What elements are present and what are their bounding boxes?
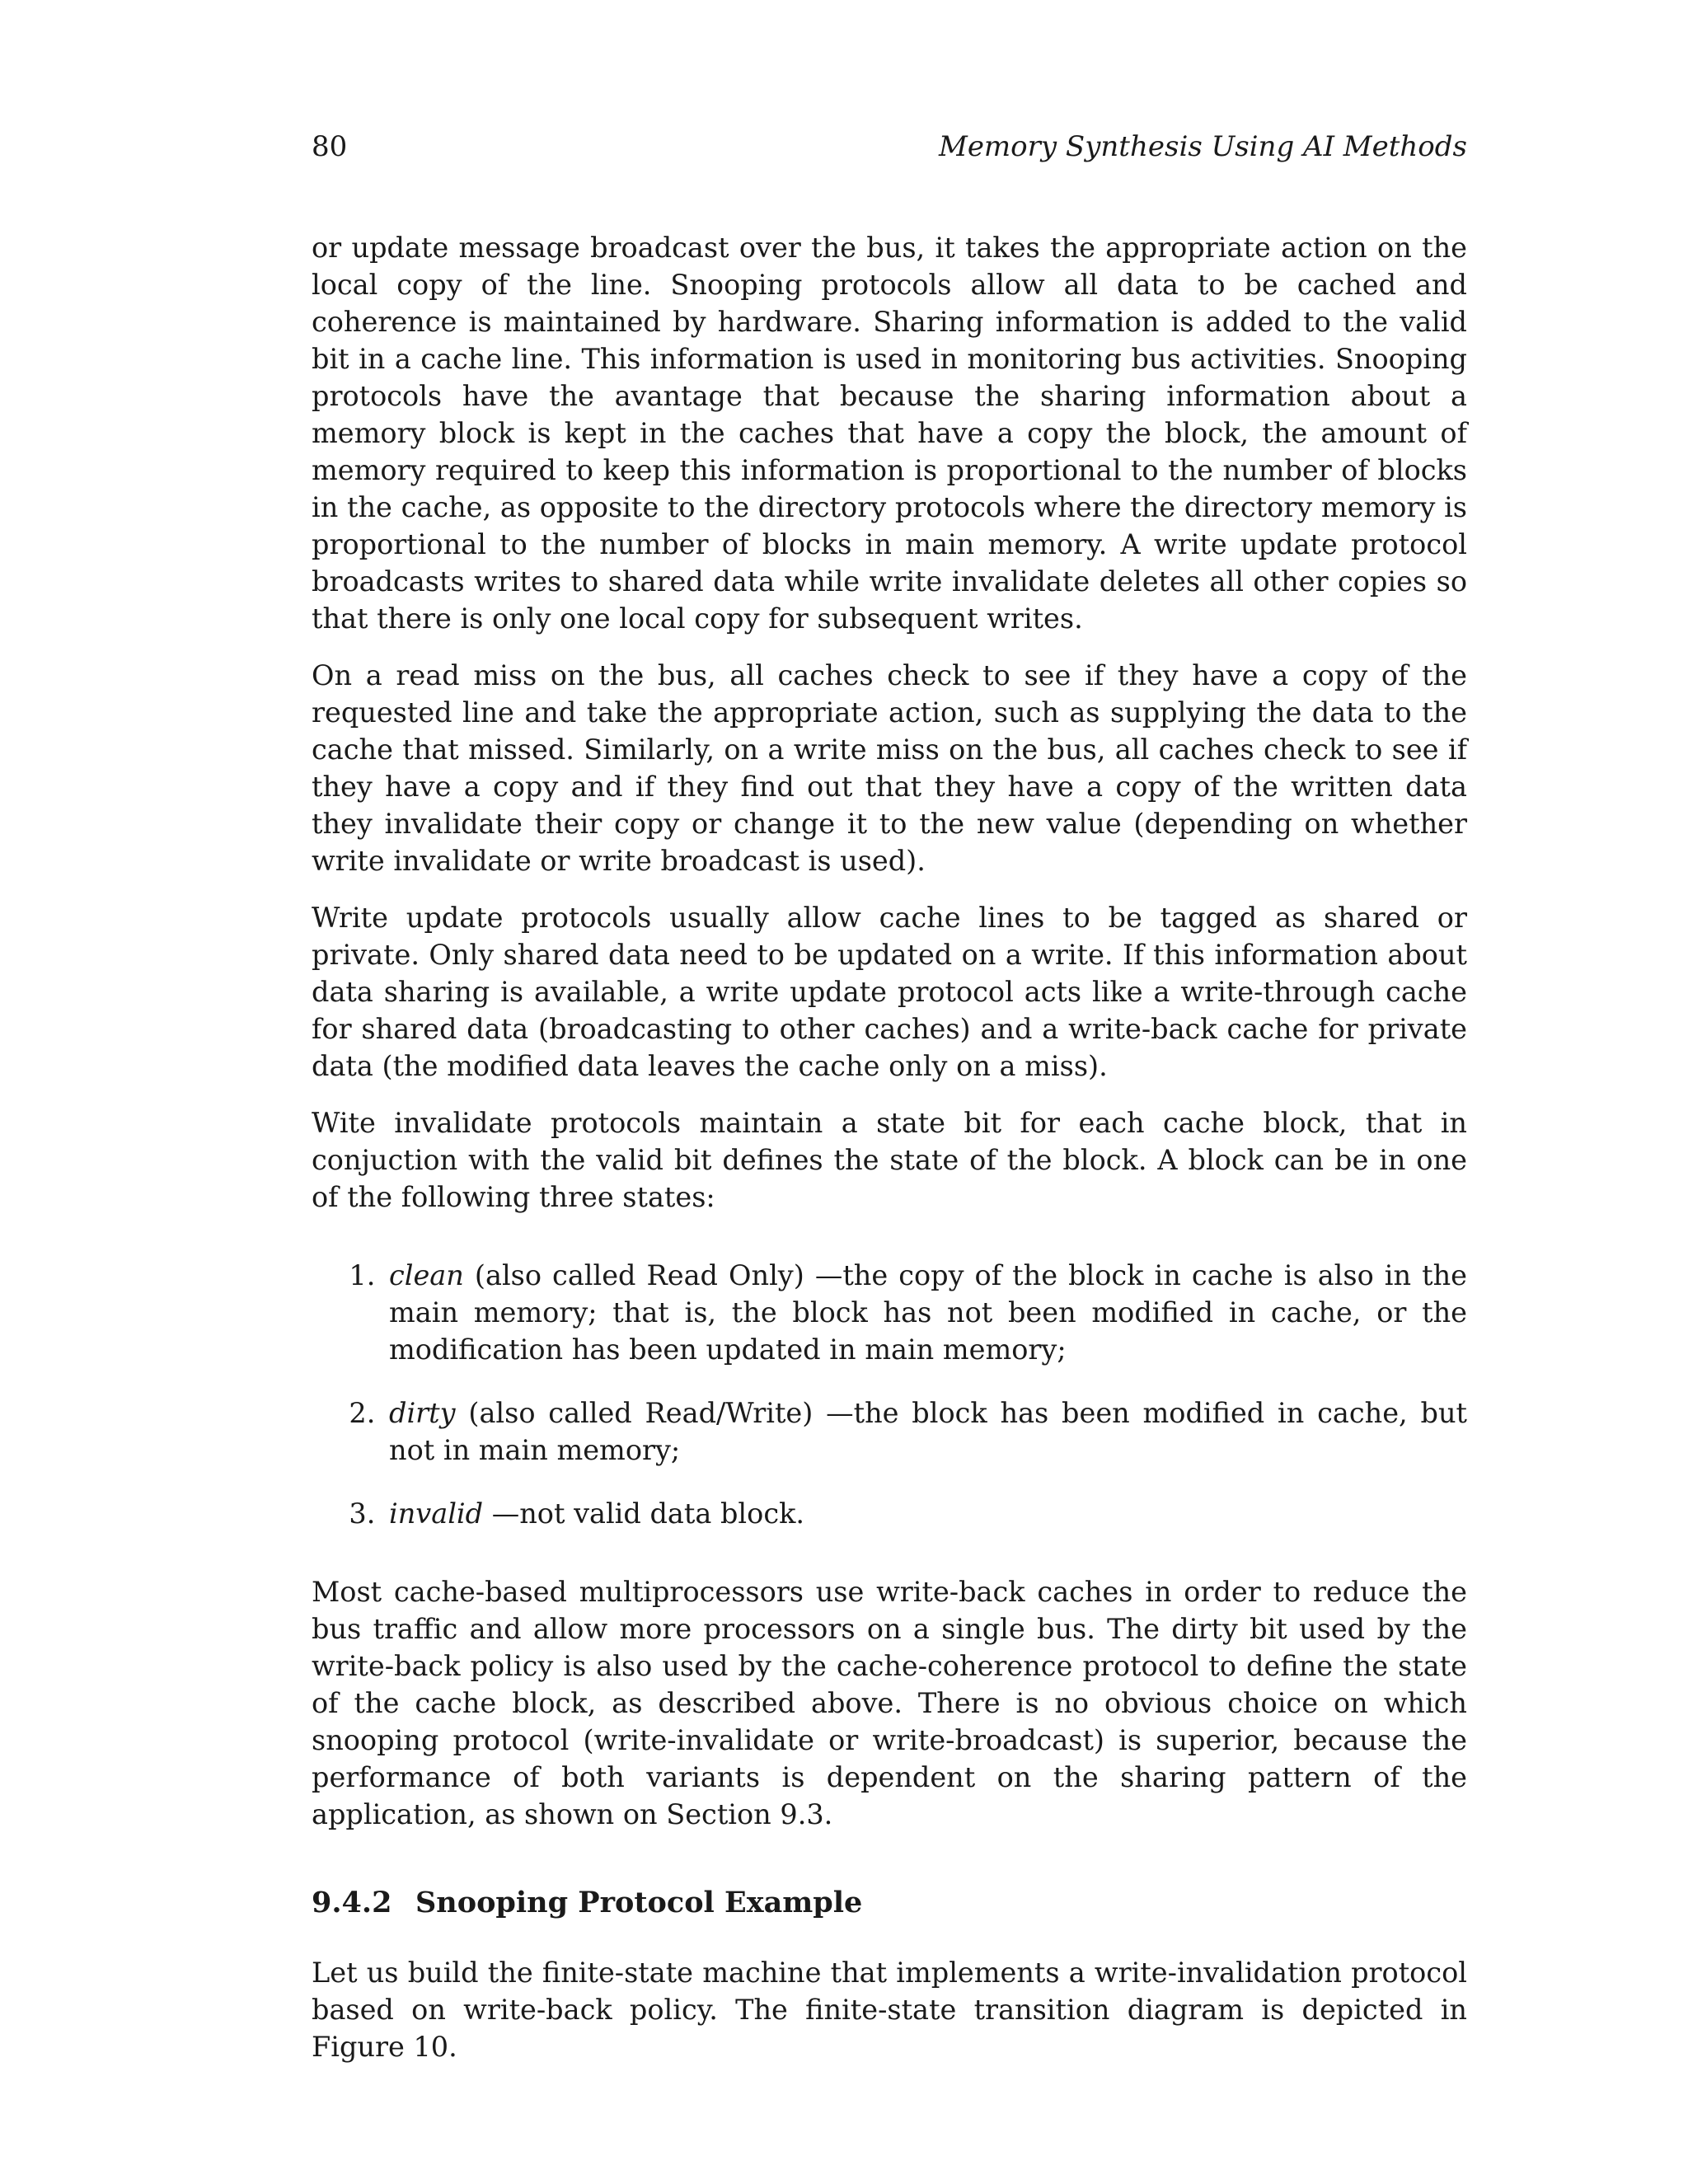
list-item-clean [384, 1257, 1467, 1368]
paragraph-write-back-caches: Most cache-based multiprocessors use write-back caches in order to reduce the bus traffic and allow more processors on a single bus. The dirty bit used by the write-back policy is also used by the cache-coherence protocol to define the state of the cache block, as described above. There is no obvious choice on which snooping protocol (write-invalidate or write-broadcast) is superior, because the performance of both variants is dependent on the sharing pattern of the application, as shown on Section 9.3. [312, 1576, 1467, 1830]
paragraph-write-invalidate-states: Wite invalidate protocols maintain a state bit for each cache block, that in conjuction with the valid bit defines the state of the block. A block can be in one of the following three states: [312, 1107, 1467, 1213]
paragraph-read-miss: On a read miss on the bus, all caches check to see if they have a copy of the requested line and take the appropriate action, such as supplying the data to the cache that missed. Similarly, on a write miss on the bus, all caches check to see if they have a copy and if they find out that they have a copy of the written data they invalidate their copy or change it to the new value (depending on whether write invalidate or write broadcast is used). [312, 659, 1467, 877]
term-invalid: invalid [389, 1497, 484, 1530]
running-title: Memory Synthesis Using AI Methods [939, 130, 1467, 163]
page-header [312, 130, 1467, 171]
paragraph-fsm-intro: Let us build the finite-state machine that implements a write-invalidation protocol based on write-back policy. The finite-state transition diagram is depicted in Figure 10. [312, 1957, 1467, 2063]
list-item-invalid [384, 1495, 1467, 1532]
list-item-text: —not valid data block. [483, 1497, 805, 1530]
term-clean: clean [389, 1259, 464, 1291]
states-list [312, 1257, 1467, 1532]
paragraph-snooping-overview: or update message broadcast over the bus, it takes the appropriate action on the local copy of the line. Snooping protocols allow all data to be cached and coherence is maintained by hardware. Sharing information is added to the valid bit in a cache line. This information is used in monitoring bus activities. Snooping protocols have the avantage that because the sharing information about a memory block is kept in the caches that have a copy the block, the amount of memory required to keep this information is proportional to the number of blocks in the cache, as opposite to the directory protocols where the directory memory is proportional to the number of blocks in main memory. A write update protocol broadcasts writes to shared data while write invalidate deletes all other copies so that there is only one local copy for subsequent writes. [312, 232, 1467, 635]
list-item-text: (also called Read/Write) —the block has been modified in cache, but not in main memory; [389, 1397, 1467, 1466]
list-item-dirty [384, 1394, 1467, 1469]
section-number: 9.4.2 [312, 1886, 392, 1919]
page-body [312, 229, 1467, 2085]
section-heading [312, 1884, 1467, 1921]
section-title: Snooping Protocol Example [415, 1886, 863, 1919]
paragraph-write-update: Write update protocols usually allow cache lines to be tagged as shared or private. Only shared data need to be updated on a write. If this information about data sharing is available, a write update protocol acts like a write-through cache for shared data (broadcasting to other caches) and a write-back cache for private data (the modified data leaves the cache only on a miss). [312, 902, 1467, 1082]
list-item-text: (also called Read Only) —the copy of the block in cache is also in the main memory; that is, the block has not been modified in cache, or the modification has been updated in main memory; [389, 1259, 1467, 1366]
term-dirty: dirty [389, 1397, 456, 1429]
page-number: 80 [312, 130, 348, 163]
